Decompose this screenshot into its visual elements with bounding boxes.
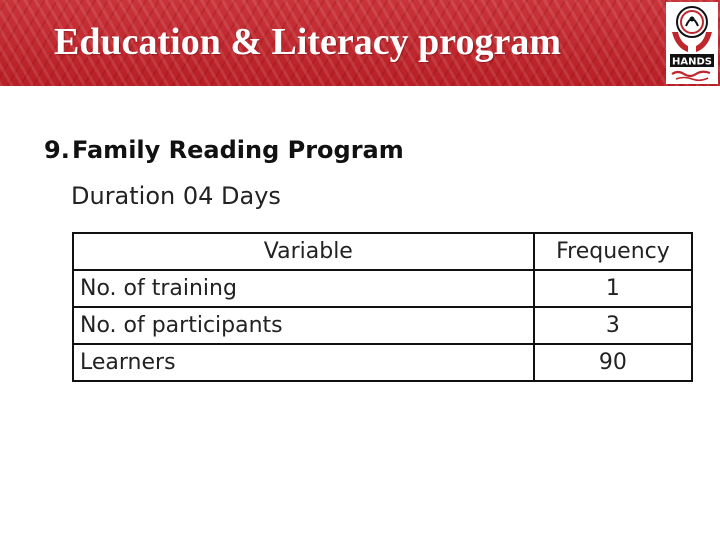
cell-variable: No. of participants (73, 307, 534, 344)
section-heading (44, 134, 404, 166)
hands-logo-icon (666, 2, 718, 84)
cell-variable: Learners (73, 344, 534, 381)
header-variable: Variable (73, 233, 534, 270)
section-number: 9. (44, 136, 70, 164)
program-table (72, 232, 693, 382)
duration-text: Duration 04 Days (71, 182, 281, 210)
table-header-row (73, 233, 692, 270)
hands-logo (666, 2, 718, 84)
table-row (73, 270, 692, 307)
banner-title: Education & Literacy program (54, 21, 561, 63)
cell-frequency: 3 (534, 307, 692, 344)
header-banner (0, 0, 720, 86)
table-row (73, 344, 692, 381)
section-title: Family Reading Program (72, 136, 404, 164)
cell-variable: No. of training (73, 270, 534, 307)
cell-frequency: 90 (534, 344, 692, 381)
cell-frequency: 1 (534, 270, 692, 307)
table-row (73, 307, 692, 344)
header-frequency: Frequency (534, 233, 692, 270)
logo-text: HANDS (672, 56, 712, 68)
